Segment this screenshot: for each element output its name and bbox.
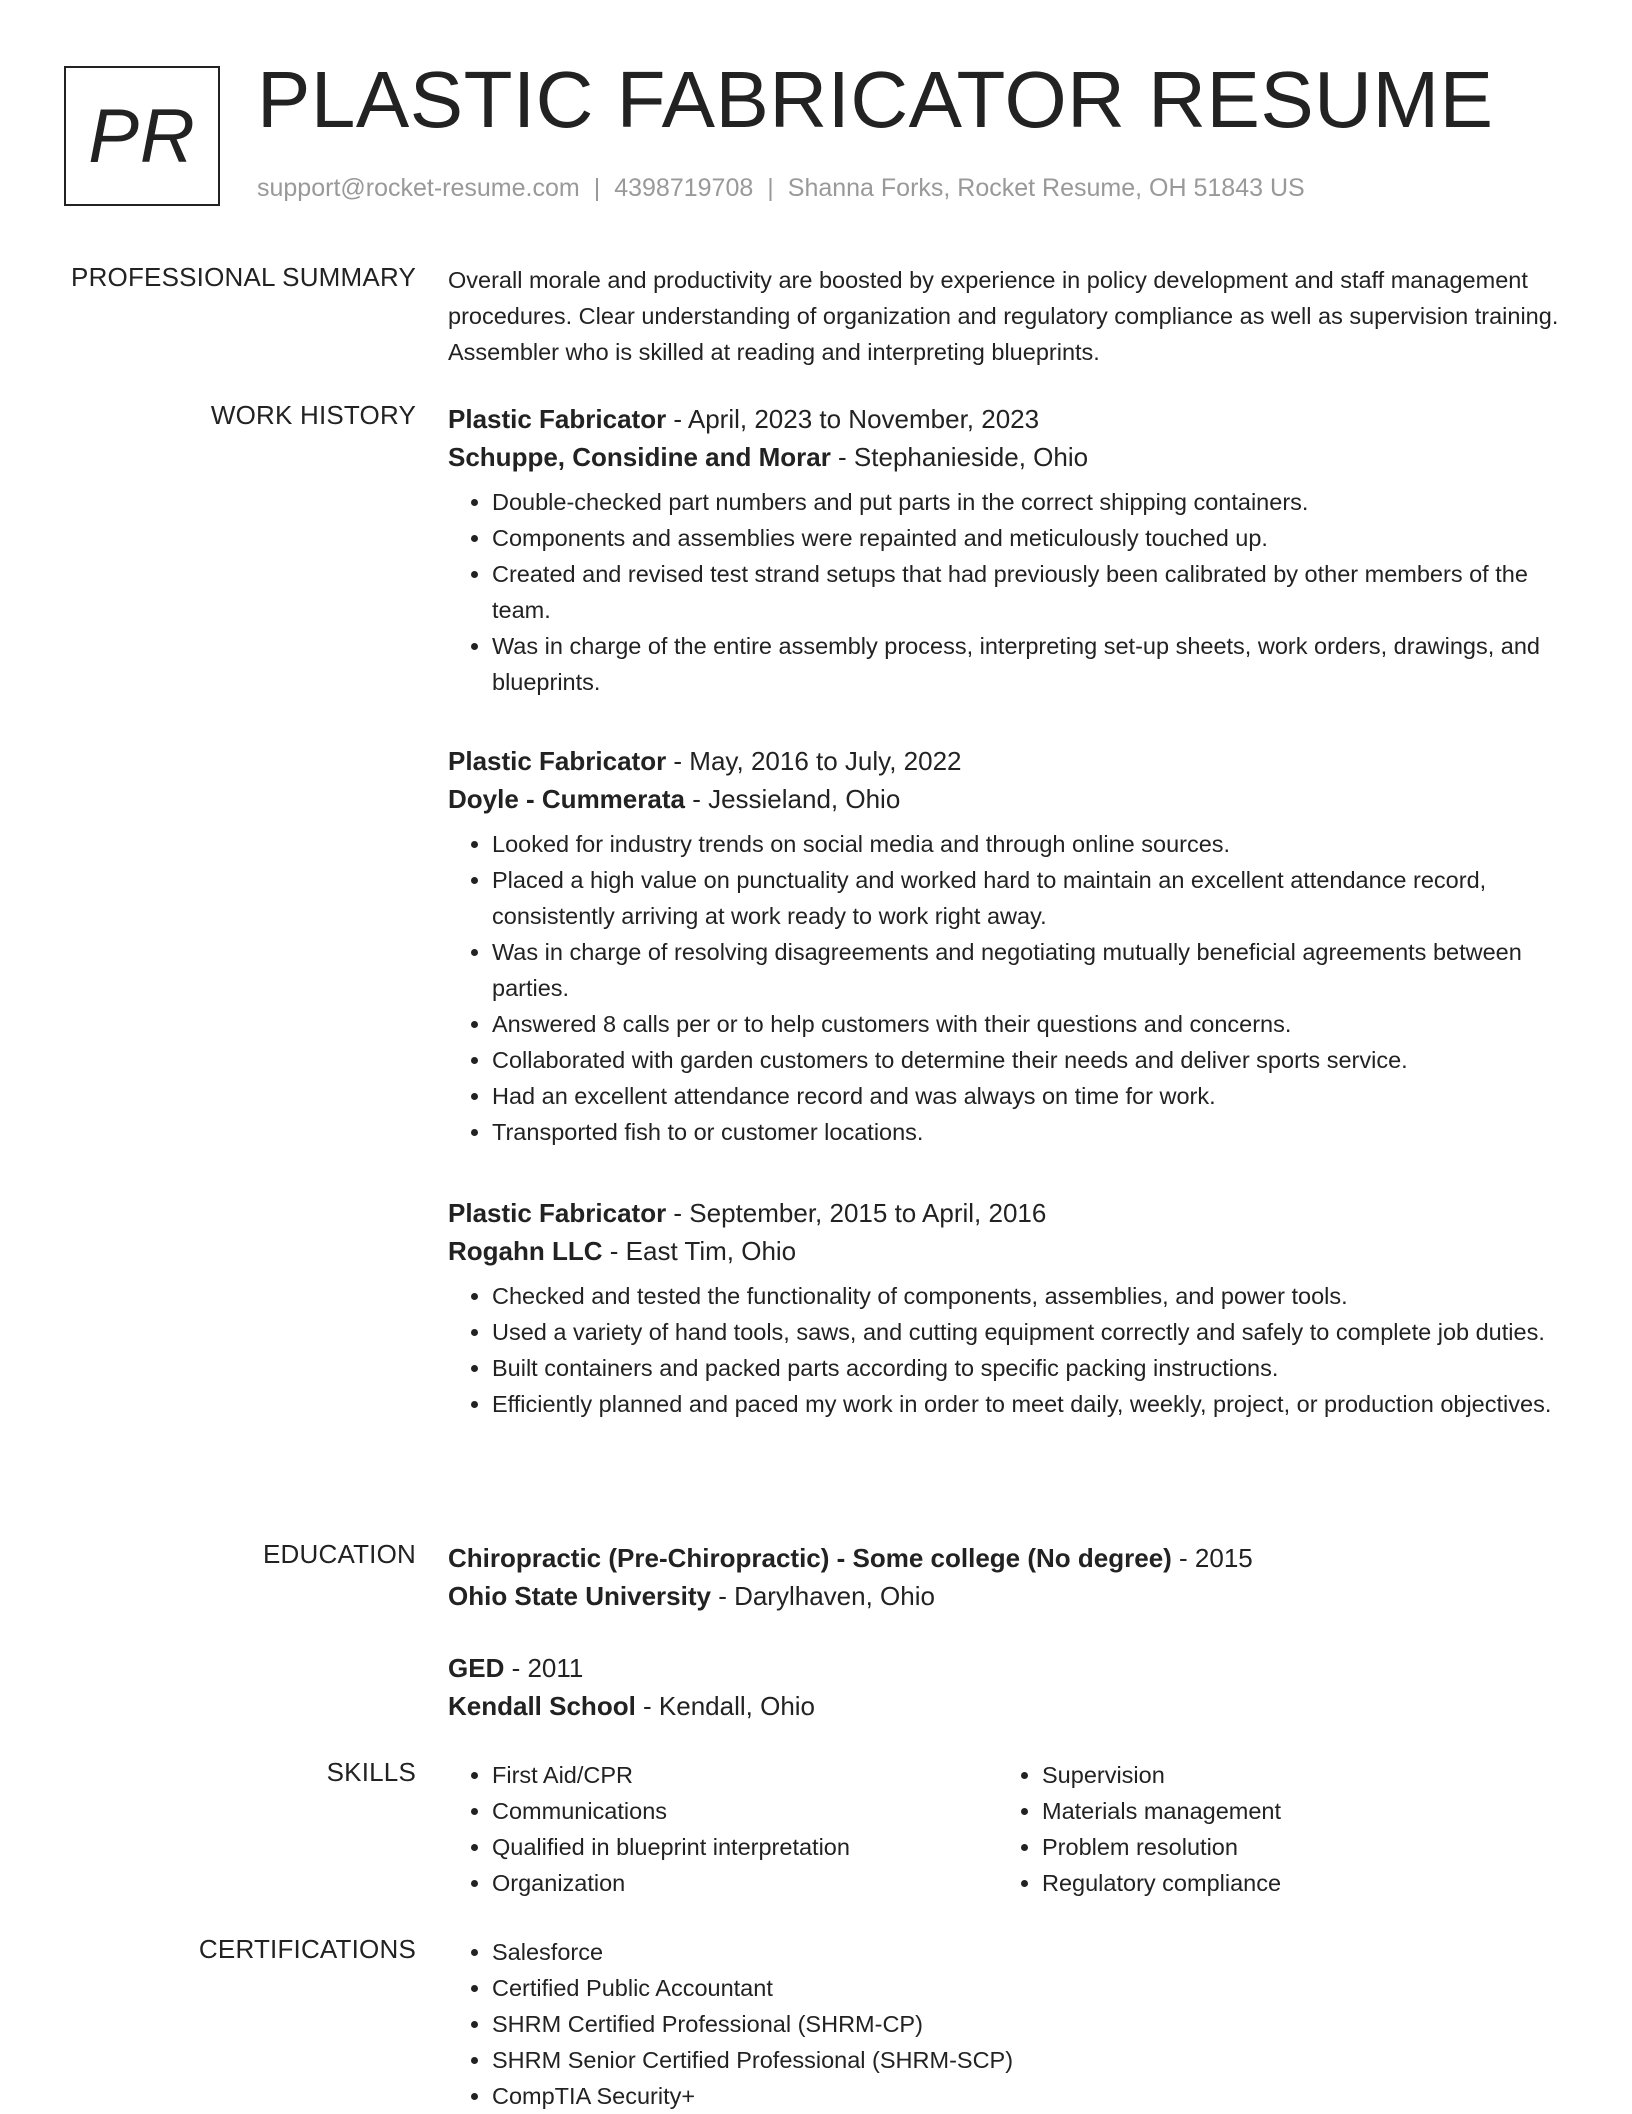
contact-phone[interactable]: 4398719708 xyxy=(614,174,754,202)
job-location: - Jessieland, Ohio xyxy=(684,784,901,814)
list-item: • Placed a high value on punctuality and worked hard to maintain an excellent attendance record, consistently arriving at work ready to work right away. xyxy=(492,862,1560,934)
job-company: Doyle - Cummerata xyxy=(448,784,685,814)
list-item: • Answered 8 calls per or to help customers with their questions and concerns. xyxy=(492,1006,1560,1042)
degree-line xyxy=(448,1649,815,1687)
list-item: • Regulatory compliance xyxy=(1042,1865,1518,1901)
education-entry xyxy=(448,1649,815,1725)
skills-column-left xyxy=(448,1757,968,1901)
job-entry xyxy=(448,742,1560,1150)
job-title: Plastic Fabricator xyxy=(448,1198,667,1228)
school-line xyxy=(448,1577,1253,1615)
list-item: • Problem resolution xyxy=(1042,1829,1518,1865)
degree-year: - 2011 xyxy=(504,1653,584,1683)
contact-separator: | xyxy=(767,174,774,202)
section-heading-work: WORK HISTORY xyxy=(210,400,416,430)
list-item: • Checked and tested the functionality of components, assemblies, and power tools. xyxy=(492,1278,1560,1314)
job-company: Schuppe, Considine and Morar xyxy=(448,442,831,472)
job-duties-list xyxy=(448,1278,1560,1422)
job-location: - East Tim, Ohio xyxy=(602,1236,797,1266)
list-item: • Organization xyxy=(492,1865,968,1901)
school: Kendall School xyxy=(448,1691,636,1721)
job-company: Rogahn LLC xyxy=(448,1236,603,1266)
section-heading-certifications: CERTIFICATIONS xyxy=(198,1934,416,1964)
job-dates: - May, 2016 to July, 2022 xyxy=(666,746,962,776)
list-item: • Built containers and packed parts according to specific packing instructions. xyxy=(492,1350,1560,1386)
degree-year: - 2015 xyxy=(1171,1543,1253,1573)
section-heading-education: EDUCATION xyxy=(263,1539,416,1569)
skills-list xyxy=(998,1757,1518,1901)
school: Ohio State University xyxy=(448,1581,711,1611)
degree: Chiropractic (Pre-Chiropractic) - Some college (No degree) xyxy=(448,1543,1172,1573)
skills-list xyxy=(448,1757,968,1901)
job-entry xyxy=(448,400,1560,700)
contact-line xyxy=(257,174,1305,203)
job-entry xyxy=(448,1194,1560,1422)
list-item: • Double-checked part numbers and put parts in the correct shipping containers. xyxy=(492,484,1560,520)
list-item: • SHRM Senior Certified Professional (SHRM-SCP) xyxy=(492,2042,1560,2078)
list-item: • Looked for industry trends on social media and through online sources. xyxy=(492,826,1560,862)
job-title: Plastic Fabricator xyxy=(448,404,667,434)
job-title: Plastic Fabricator xyxy=(448,746,667,776)
contact-email[interactable]: support@rocket-resume.com xyxy=(257,174,580,202)
section-heading-skills: SKILLS xyxy=(326,1757,416,1787)
contact-address: Shanna Forks, Rocket Resume, OH 51843 US xyxy=(787,174,1305,202)
school-location: - Darylhaven, Ohio xyxy=(710,1581,935,1611)
list-item: • Materials management xyxy=(1042,1793,1518,1829)
job-dates: - April, 2023 to November, 2023 xyxy=(666,404,1040,434)
list-item: • Used a variety of hand tools, saws, and cutting equipment correctly and safely to complete job duties. xyxy=(492,1314,1560,1350)
job-duties-list xyxy=(448,826,1560,1150)
list-item: • Qualified in blueprint interpretation xyxy=(492,1829,968,1865)
list-item: • First Aid/CPR xyxy=(492,1757,968,1793)
degree-line xyxy=(448,1539,1253,1577)
list-item: • Certified Public Accountant xyxy=(492,1970,1560,2006)
degree: GED xyxy=(448,1653,505,1683)
job-duties-list xyxy=(448,484,1560,700)
job-dates: - September, 2015 to April, 2016 xyxy=(666,1198,1047,1228)
school-line xyxy=(448,1687,815,1725)
certifications-list xyxy=(448,1934,1560,2114)
skills-column-right xyxy=(998,1757,1518,1901)
list-item: • Salesforce xyxy=(492,1934,1560,1970)
section-heading-summary: PROFESSIONAL SUMMARY xyxy=(71,262,416,292)
job-company-line xyxy=(448,1232,1560,1270)
page-title: PLASTIC FABRICATOR RESUME xyxy=(257,55,1494,144)
list-item: • SHRM Certified Professional (SHRM-CP) xyxy=(492,2006,1560,2042)
job-title-line xyxy=(448,1194,1560,1232)
list-item: • Efficiently planned and paced my work in order to meet daily, weekly, project, or production objectives. xyxy=(492,1386,1560,1422)
list-item: • Had an excellent attendance record and was always on time for work. xyxy=(492,1078,1560,1114)
list-item: • Components and assemblies were repainted and meticulously touched up. xyxy=(492,520,1560,556)
summary-text: Overall morale and productivity are boosted by experience in policy development and staff management procedures. Clear understanding of organization and regulatory compliance as well as supervision training. Assembler who is skilled at reading and interpreting blueprints. xyxy=(448,267,1559,365)
job-title-line xyxy=(448,742,1560,780)
list-item: • Created and revised test strand setups that had previously been calibrated by other members of the team. xyxy=(492,556,1560,628)
job-company-line xyxy=(448,438,1560,476)
list-item: • Collaborated with garden customers to determine their needs and deliver sports service. xyxy=(492,1042,1560,1078)
contact-separator: | xyxy=(593,174,601,202)
education-entry xyxy=(448,1539,1253,1615)
list-item: • CompTIA Security+ xyxy=(492,2078,1560,2114)
monogram-logo: PR xyxy=(64,66,220,206)
list-item: • Supervision xyxy=(1042,1757,1518,1793)
job-location: - Stephanieside, Ohio xyxy=(830,442,1089,472)
job-title-line xyxy=(448,400,1560,438)
job-company-line xyxy=(448,780,1560,818)
list-item: • Was in charge of the entire assembly process, interpreting set-up sheets, work orders, drawings, and blueprints. xyxy=(492,628,1560,700)
list-item: • Transported fish to or customer locations. xyxy=(492,1114,1560,1150)
list-item: • Communications xyxy=(492,1793,968,1829)
school-location: - Kendall, Ohio xyxy=(635,1691,816,1721)
list-item: • Was in charge of resolving disagreements and negotiating mutually beneficial agreements between parties. xyxy=(492,934,1560,1006)
